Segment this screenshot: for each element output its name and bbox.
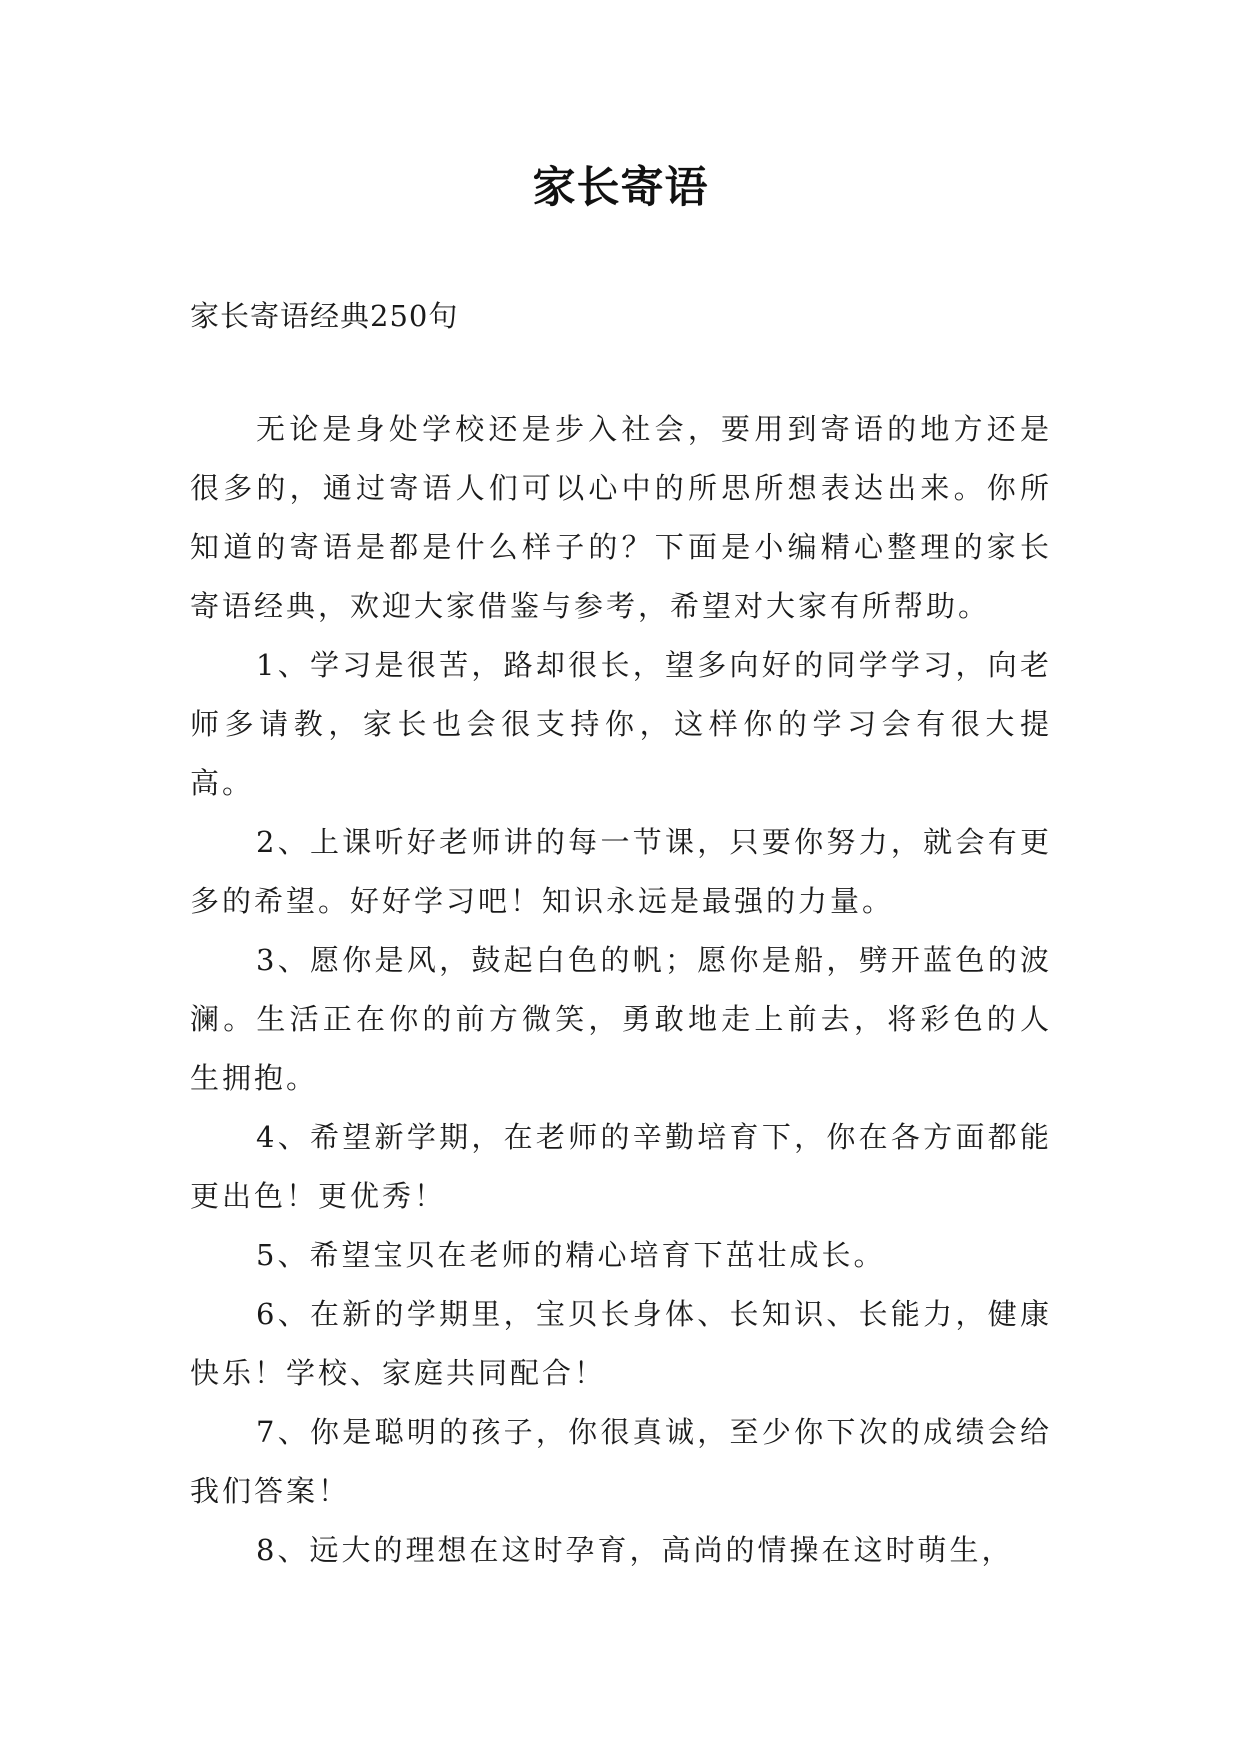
paragraph-item-3: 3、愿你是风，鼓起白色的帆；愿你是船，劈开蓝色的波澜。生活正在你的前方微笑，勇敢地走上前去，将彩色的人生拥抱。 (190, 943, 1052, 1095)
paragraph-item-7: 7、你是聪明的孩子，你很真诚，至少你下次的成绩会给我们答案！ (190, 1415, 1052, 1508)
document-title: 家长寄语 (532, 163, 709, 213)
document-subtitle: 家长寄语经典250句 (190, 299, 459, 333)
paragraph-item-2: 2、上课听好老师讲的每一节课，只要你努力，就会有更多的希望。好好学习吧！知识永远是最强的力量。 (190, 825, 1052, 918)
paragraph-item-1: 1、学习是很苦，路却很长，望多向好的同学学习，向老师多请教，家长也会很支持你，这样你的学习会有很大提高。 (190, 648, 1052, 800)
document-body (190, 400, 1052, 1580)
paragraph-item-6: 6、在新的学期里，宝贝长身体、长知识、长能力，健康快乐！学校、家庭共同配合！ (190, 1297, 1052, 1390)
paragraph-intro: 无论是身处学校还是步入社会，要用到寄语的地方还是很多的，通过寄语人们可以心中的所思所想表达出来。你所知道的寄语是都是什么样子的？下面是小编精心整理的家长寄语经典，欢迎大家借鉴与参考，希望对大家有所帮助。 (190, 412, 1052, 623)
paragraph-item-4: 4、希望新学期，在老师的辛勤培育下，你在各方面都能更出色！更优秀！ (190, 1120, 1052, 1213)
paragraph-item-8: 8、远大的理想在这时孕育，高尚的情操在这时萌生， (256, 1533, 1014, 1567)
paragraph-item-5: 5、希望宝贝在老师的精心培育下茁壮成长。 (256, 1238, 886, 1272)
